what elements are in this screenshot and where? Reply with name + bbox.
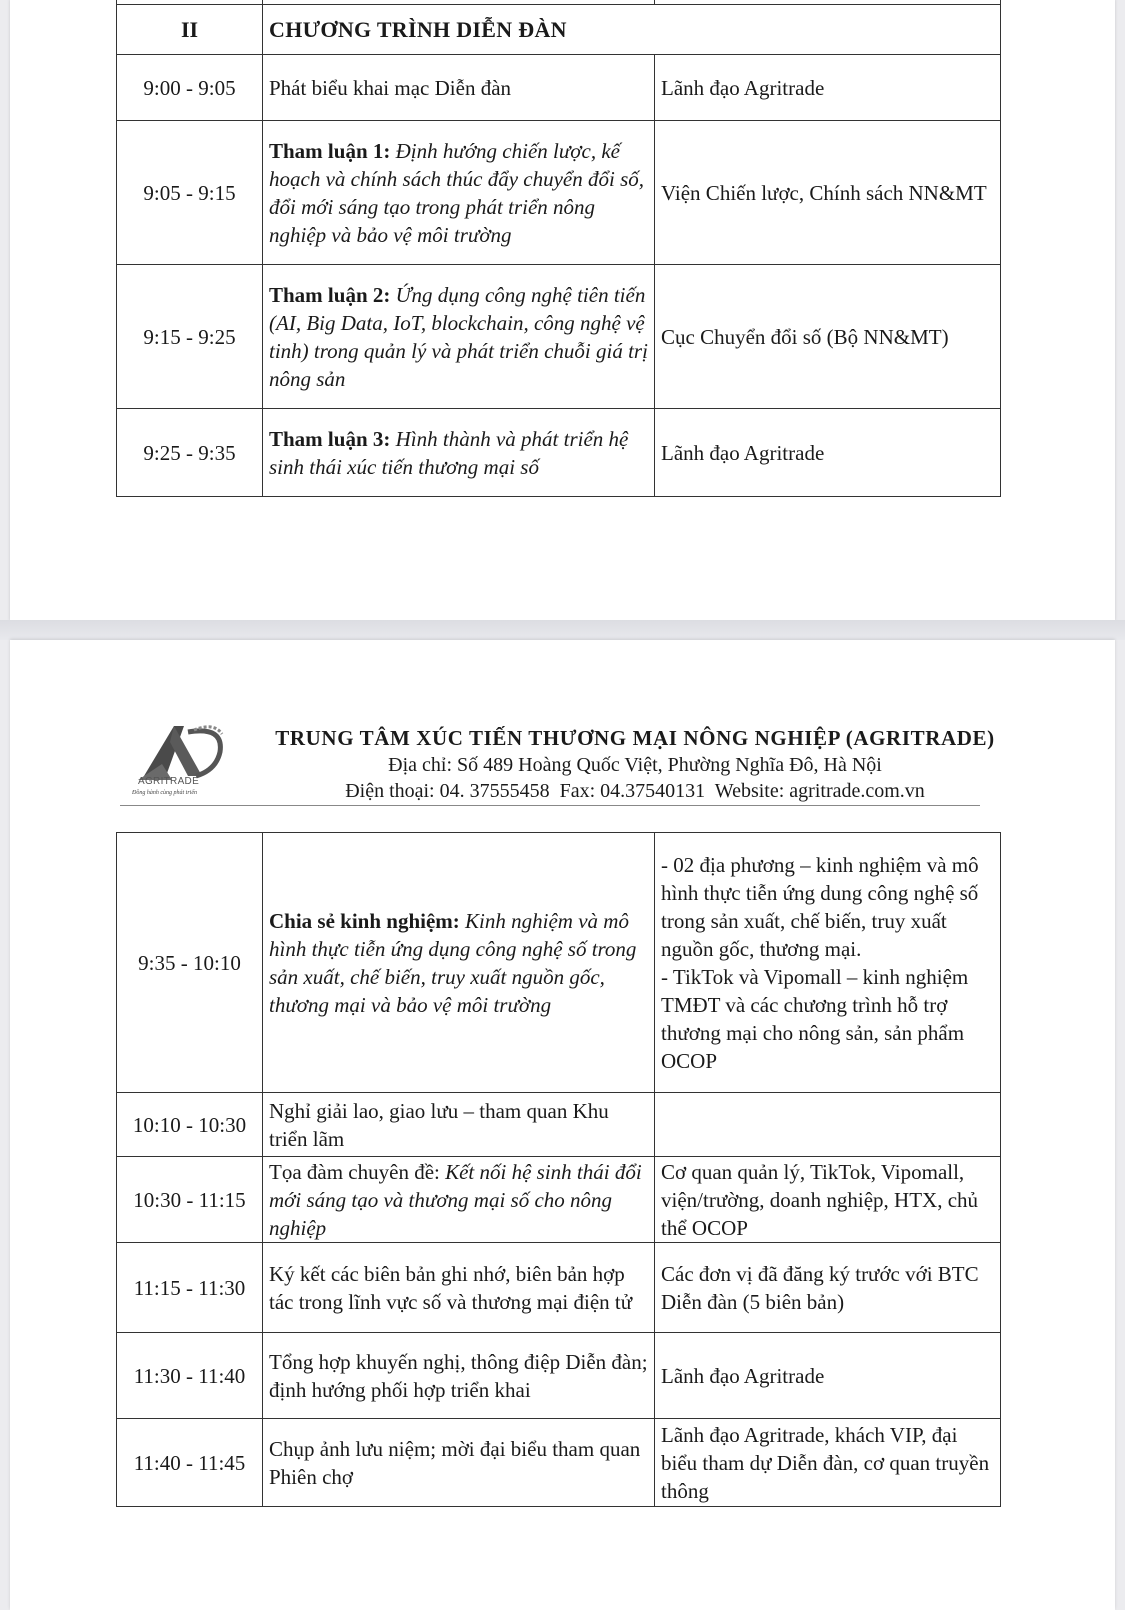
table-row — [117, 833, 1001, 1093]
time-cell: 11:40 - 11:45 — [117, 1419, 263, 1507]
program-table-page-1 — [116, 0, 1001, 497]
content-cell — [263, 55, 655, 121]
table-row — [117, 55, 1001, 121]
content-cell — [263, 1333, 655, 1419]
content-plain: Ký kết các biên bản ghi nhớ, biên bản hợp tác trong lĩnh vực số và thương mại điện tử — [269, 1261, 633, 1314]
content-italic: Ứng dụng công nghệ tiên tiến (AI, Big Data, IoT, blockchain, công nghệ vệ tinh) trong quản lý và phát triển chuỗi giá trị nông sản — [269, 282, 648, 391]
speaker-cell: Các đơn vị đã đăng ký trước với BTC Diễn đàn (5 biên bản) — [655, 1243, 1001, 1333]
speaker-cell: Viện Chiến lược, Chính sách NN&MT — [655, 121, 1001, 265]
content-italic: Kinh nghiệm và mô hình thực tiễn ứng dụng công nghệ số trong sản xuất, chế biến, truy xuất nguồn gốc, thương mại và bảo vệ môi trường — [269, 908, 637, 1017]
content-cell — [263, 1419, 655, 1507]
speaker-cell: Lãnh đạo Agritrade, khách VIP, đại biểu tham dự Diễn đàn, cơ quan truyền thông — [655, 1419, 1001, 1507]
speaker-cell: Cơ quan quản lý, TikTok, Vipomall, viện/trường, doanh nghiệp, HTX, chủ thể OCOP — [655, 1157, 1001, 1243]
logo-text: AGRITRADE — [138, 776, 200, 787]
table-row — [117, 1157, 1001, 1243]
letterhead — [120, 710, 1010, 805]
content-bold: Chia sẻ kinh nghiệm: — [269, 908, 460, 933]
content-plain: Phát biểu khai mạc Diễn đàn — [269, 75, 512, 100]
content-plain: Nghỉ giải lao, giao lưu – tham quan Khu triển lãm — [269, 1098, 609, 1151]
speaker-cell — [655, 1093, 1001, 1157]
content-cell — [263, 265, 655, 409]
section-number: II — [117, 5, 263, 55]
time-cell: 9:05 - 9:15 — [117, 121, 263, 265]
time-cell: 9:25 - 9:35 — [117, 409, 263, 497]
speaker-cell: Cục Chuyển đổi số (Bộ NN&MT) — [655, 265, 1001, 409]
time-cell: 11:15 - 11:30 — [117, 1243, 263, 1333]
section-title: CHƯƠNG TRÌNH DIỄN ĐÀN — [263, 5, 1001, 55]
content-plain: Tổng hợp khuyến nghị, thông điệp Diễn đàn; định hướng phối hợp triển khai — [269, 1349, 648, 1402]
speaker-cell: Lãnh đạo Agritrade — [655, 1333, 1001, 1419]
content-plain: Tọa đàm chuyên đề: — [269, 1159, 440, 1184]
content-italic: Kết nối hệ sinh thái đổi mới sáng tạo và thương mại số cho nông nghiệp — [269, 1159, 642, 1240]
table-row — [117, 1243, 1001, 1333]
content-italic: Định hướng chiến lược, kế hoạch và chính sách thúc đẩy chuyển đổi số, đổi mới sáng tạo trong phát triển nông nghiệp và bảo vệ môi trường — [269, 138, 644, 247]
content-cell — [263, 121, 655, 265]
table-row — [117, 121, 1001, 265]
logo-tagline: Đồng hành cùng phát triển — [132, 790, 197, 796]
page-separator — [0, 620, 1125, 640]
speaker-cell: - 02 địa phương – kinh nghiệm và mô hình thực tiễn ứng dung công nghệ số trong sản xuất, chế biến, truy xuất nguồn gốc, thương mại. - TikTok và Vipomall – kinh nghiệm TMĐT và các chương trình hỗ trợ thương mại cho nông sản, sản phẩm OCOP — [655, 833, 1001, 1093]
agritrade-logo — [132, 718, 237, 803]
org-address: Địa chỉ: Số 489 Hoàng Quốc Việt, Phường Nghĩa Đô, Hà Nội — [388, 754, 882, 776]
header-divider — [120, 805, 980, 806]
time-cell: 11:30 - 11:40 — [117, 1333, 263, 1419]
table-row — [117, 1419, 1001, 1507]
org-contact: Điện thoại: 04. 37555458 Fax: 04.37540131 Website: agritrade.com.vn — [345, 780, 925, 802]
table-row — [117, 1333, 1001, 1419]
time-cell: 9:15 - 9:25 — [117, 265, 263, 409]
org-name: TRUNG TÂM XÚC TIẾN THƯƠNG MẠI NÔNG NGHIỆP (AGRITRADE) — [275, 726, 995, 750]
time-cell: 9:35 - 10:10 — [117, 833, 263, 1093]
content-cell — [263, 1093, 655, 1157]
table-row — [117, 409, 1001, 497]
content-plain: Chụp ảnh lưu niệm; mời đại biểu tham quan Phiên chợ — [269, 1436, 641, 1489]
content-cell — [263, 1243, 655, 1333]
section-header-row — [117, 5, 1001, 55]
content-cell — [263, 833, 655, 1093]
table-row — [117, 265, 1001, 409]
time-cell: 9:00 - 9:05 — [117, 55, 263, 121]
content-cell — [263, 1157, 655, 1243]
content-bold: Tham luận 3: — [269, 426, 391, 451]
table-row — [117, 1093, 1001, 1157]
speaker-cell: Lãnh đạo Agritrade — [655, 409, 1001, 497]
program-table-page-2 — [116, 832, 1001, 1507]
content-bold: Tham luận 2: — [269, 282, 391, 307]
speaker-cell: Lãnh đạo Agritrade — [655, 55, 1001, 121]
org-info — [255, 724, 1015, 804]
time-cell: 10:30 - 11:15 — [117, 1157, 263, 1243]
content-cell — [263, 409, 655, 497]
content-bold: Tham luận 1: — [269, 138, 391, 163]
content-italic: Hình thành và phát triển hệ sinh thái xúc tiến thương mại số — [269, 426, 629, 479]
time-cell: 10:10 - 10:30 — [117, 1093, 263, 1157]
